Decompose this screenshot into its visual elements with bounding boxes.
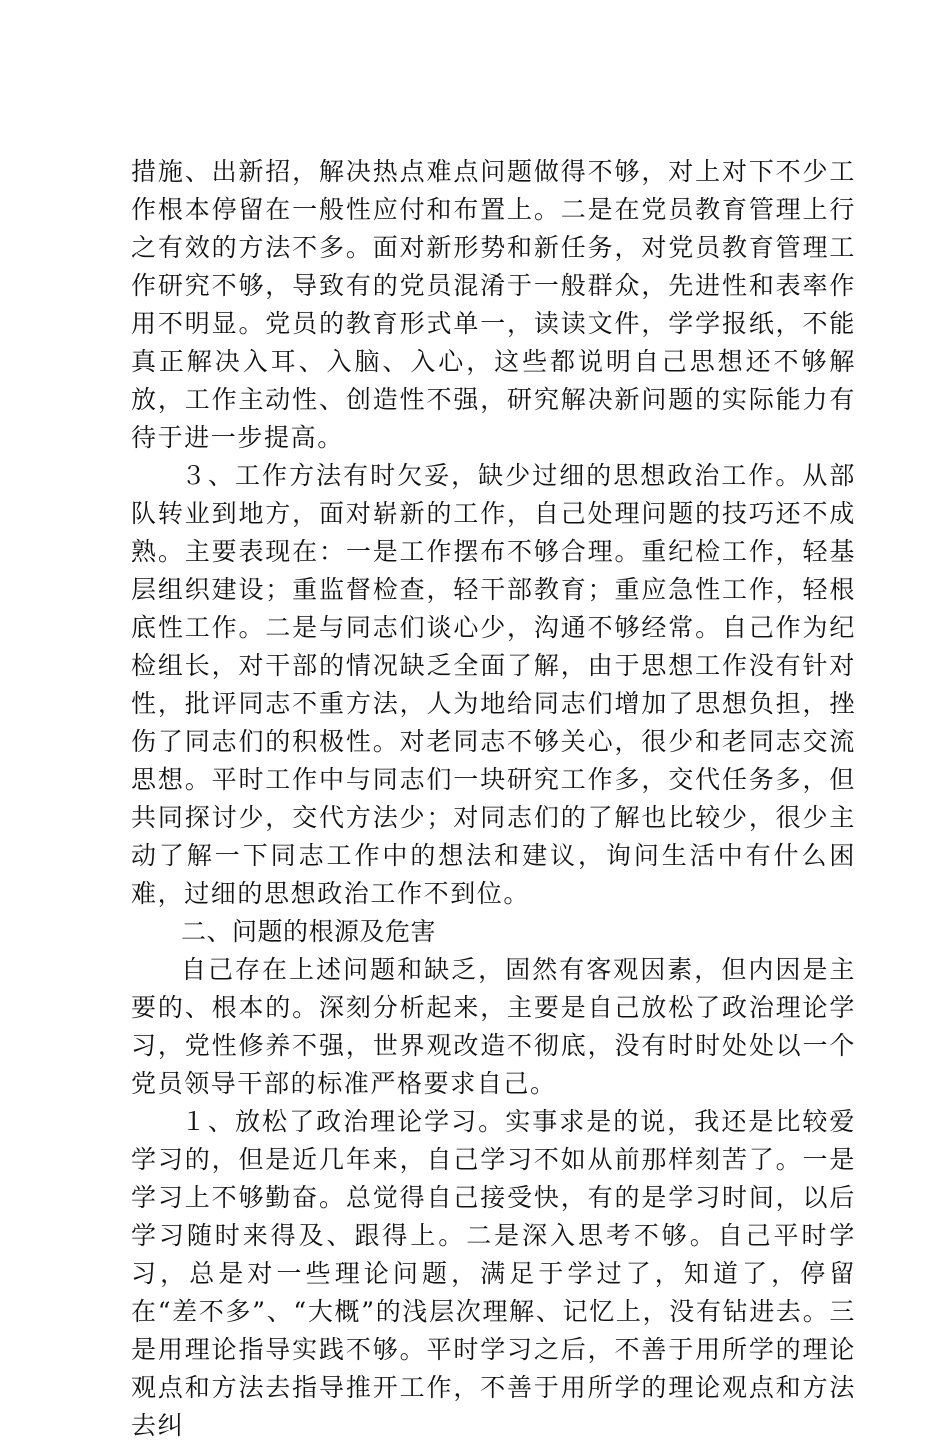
section-heading-root-causes: 二、问题的根源及危害 bbox=[181, 917, 437, 946]
paragraph-continuation: 措施、出新招，解决热点难点问题做得不够，对上对下不少工作根本停留在一般性应付和布置上。二是在党员教育管理上行之有效的方法不多。面对新形势和新任务，对党员教育管理工作研究不够，导致有的党员混淆于一般群众，先进性和表率作用不明显。党员的教育形式单一，读读文件，学学报纸，不能真正解决入耳、入脑、入心，这些都说明自己思想还不够解放，工作主动性、创造性不强，研究解决新问题的实际能力有待于进一步提高。 bbox=[131, 157, 856, 452]
paragraph-root-cause-analysis: 自己存在上述问题和缺乏，固然有客观因素，但内因是主要的、根本的。深刻分析起来，主要是自己放松了政治理论学习，党性修养不强，世界观改造不彻底，没有时时处处以一个党员领导干部的标准严格要求自己。 bbox=[131, 955, 856, 1098]
paragraph-work-methods: ３、工作方法有时欠妥，缺少过细的思想政治工作。从部队转业到地方，面对崭新的工作，自己处理问题的技巧还不成熟。主要表现在：一是工作摆布不够合理。重纪检工作，轻基层组织建设；重监督检查，轻干部教育；重应急性工作，轻根底性工作。二是与同志们谈心少，沟通不够经常。自己作为纪检组长，对干部的情况缺乏全面了解，由于思想工作没有针对性，批评同志不重方法，人为地给同志们增加了思想负担，挫伤了同志们的积极性。对老同志不够关心，很少和老同志交流思想。平时工作中与同志们一块研究工作多，交代任务多，但共同探讨少，交代方法少；对同志们的了解也比较少，很少主动了解一下同志工作中的想法和建议，询问生活中有什么困难，过细的思想政治工作不到位。 bbox=[131, 461, 856, 908]
paragraph-theory-study: １、放松了政治理论学习。实事求是的说，我还是比较爱学习的，但是近几年来，自己学习不如从前那样刻苦了。一是学习上不够勤奋。总觉得自己接受快，有的是学习时间，以后学习随时来得及、跟得上。二是深入思考不够。自己平时学习，总是对一些理论问题，满足于学过了，知道了，停留在“差不多”、“大概”的浅层次理解、记忆上，没有钻进去。三是用理论指导实践不够。平时学习之后，不善于用所学的理论观点和方法去指导推开工作，不善于用所学的理论观点和方法去纠 bbox=[131, 1107, 856, 1440]
document-body bbox=[131, 153, 856, 1445]
